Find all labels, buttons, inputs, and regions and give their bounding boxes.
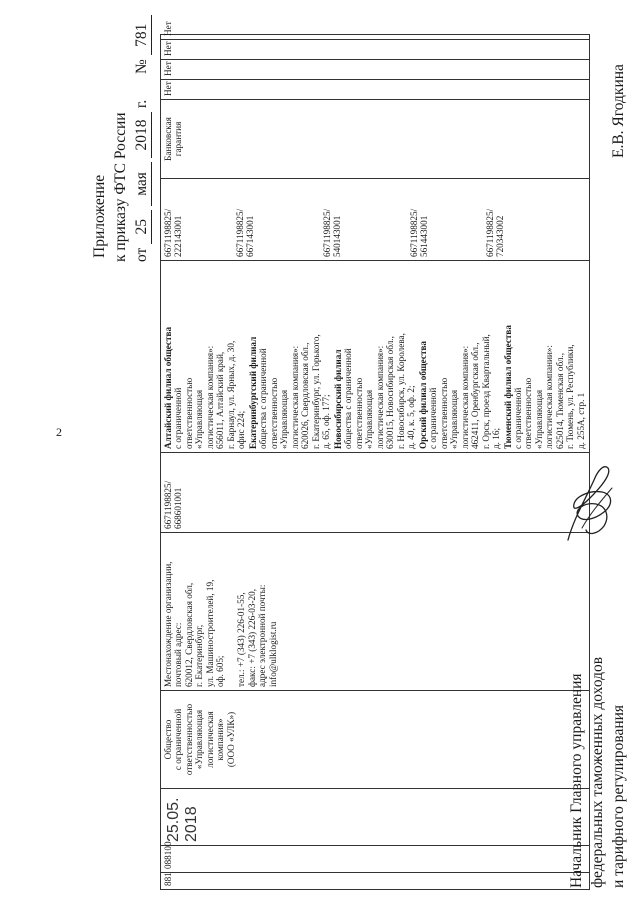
branch-details: общества с ограниченной ответственностью «Управляющая логистическая компания»: 620026, Свердловская обл., г. Екатеринбург, ул. Горького, д. 65, оф. 177;: [258, 334, 332, 449]
flag-cell-4: Нет: [161, 35, 590, 40]
order-day: 25: [133, 210, 152, 244]
guarantee-cell: [161, 100, 590, 179]
order-number: 781: [133, 15, 152, 55]
branch-entry: [333, 264, 417, 449]
row-number-cell: 881: [161, 873, 590, 890]
appendix-date-number: [133, 15, 152, 262]
address-cell: [161, 533, 590, 691]
branch-entry: [418, 264, 502, 449]
organization-address: Местонахождение организации, почтовый адрес: 620012, Свердловская обл, г. Екатеринбург, ул. Машиностроителей, 19, оф. 605; тел.: +7 (343) 226-01-55, факс: +7 (343) 226-03-20, адрес электронной почты: info@ulklogist.ru: [163, 561, 278, 687]
branch-inn-kpp: 6671198825/ 561443001: [409, 208, 430, 257]
number-label: №: [133, 59, 150, 74]
branch-entry: [503, 264, 587, 449]
table-row: [161, 35, 590, 890]
branch-name: Тюменский филиал общества: [502, 325, 513, 449]
branch-name: Алтайский филиал общества: [163, 326, 173, 449]
appendix-order-ref: к приказу ФТС России: [112, 112, 129, 262]
branch-entry: [248, 264, 332, 449]
branch-entry: [163, 264, 247, 449]
branch-details: с ограниченной ответственностью «Управляющая логистическая компания»: 656011, Алтайский край, г. Барнаул, ул. Ярных, д. 30, офис 224;: [173, 340, 247, 449]
order-year: 2018: [133, 112, 152, 158]
registry-table: [160, 21, 590, 890]
flag-cell-1: Нет: [161, 80, 590, 100]
branch-name: Екатеринбургский филиал: [247, 336, 258, 449]
organization-name-cell: [161, 691, 590, 789]
year-suffix: г.: [133, 99, 150, 109]
date-value: 25.05. 2018: [165, 797, 201, 842]
branch-name: Новосибирский филиал: [332, 349, 343, 449]
date-cell: [161, 789, 590, 846]
signer-title-line2: федеральных таможенных доходов: [589, 656, 606, 888]
page-number: 2: [56, 425, 62, 439]
signer-title-line1: Начальник Главного управления: [568, 673, 585, 888]
branches-cell: [161, 261, 590, 453]
branch-details: с ограниченной ответственностью «Управляющая логистическая компания»: 462411, Оренбургская обл., г. Орск, проезд Квартальный, д. 16;: [428, 334, 502, 449]
branch-inn-kpp: 6671198825/ 720343002: [485, 208, 506, 257]
organization-inn-kpp: 6671198825/ 668601001: [163, 480, 184, 529]
signer-name: Е.В. Ягодкина: [610, 64, 627, 158]
flag-cell-2: Нет: [161, 60, 590, 80]
order-month: мая: [133, 162, 152, 206]
organization-name: Общество с ограниченной ответственностью «Управляющая логистическая компания» (ООО «УЛК»): [163, 703, 236, 776]
branch-inn-kpp: 6671198825/ 222143001: [163, 208, 184, 257]
appendix-title: Приложение: [91, 174, 108, 258]
branch-details: общества с ограниченной ответственностью «Управляющая логистическая компания»: 630015, Новосибирская обл., г. Новосибирск, ул. Королева, д. 40, к. 5, оф. 2;: [343, 333, 417, 449]
inn-kpp-cell: [161, 453, 590, 533]
branch-details: с ограниченной ответственностью «Управляющая логистическая компании»: 625014, Тюменская обл., г. Тюмень, ул. Республики, д. 255А, стр. 1: [512, 344, 586, 449]
signer-title-line3: и тарифного регулирования: [610, 704, 627, 888]
branch-inn-kpp: 6671198825/ 667143001: [235, 208, 256, 257]
guarantee-type: Банковская гарантия: [163, 117, 184, 161]
from-label: от: [133, 247, 150, 262]
branch-name: Орский филиал общества: [417, 340, 428, 449]
branch-inn-kpp: 6671198825/ 540143001: [322, 208, 343, 257]
handwritten-signature: [560, 458, 620, 548]
branch-inn-kpp-cell: [161, 179, 590, 261]
flag-cell-3: Нет: [161, 40, 590, 60]
code-cell: 088100: [161, 846, 590, 873]
